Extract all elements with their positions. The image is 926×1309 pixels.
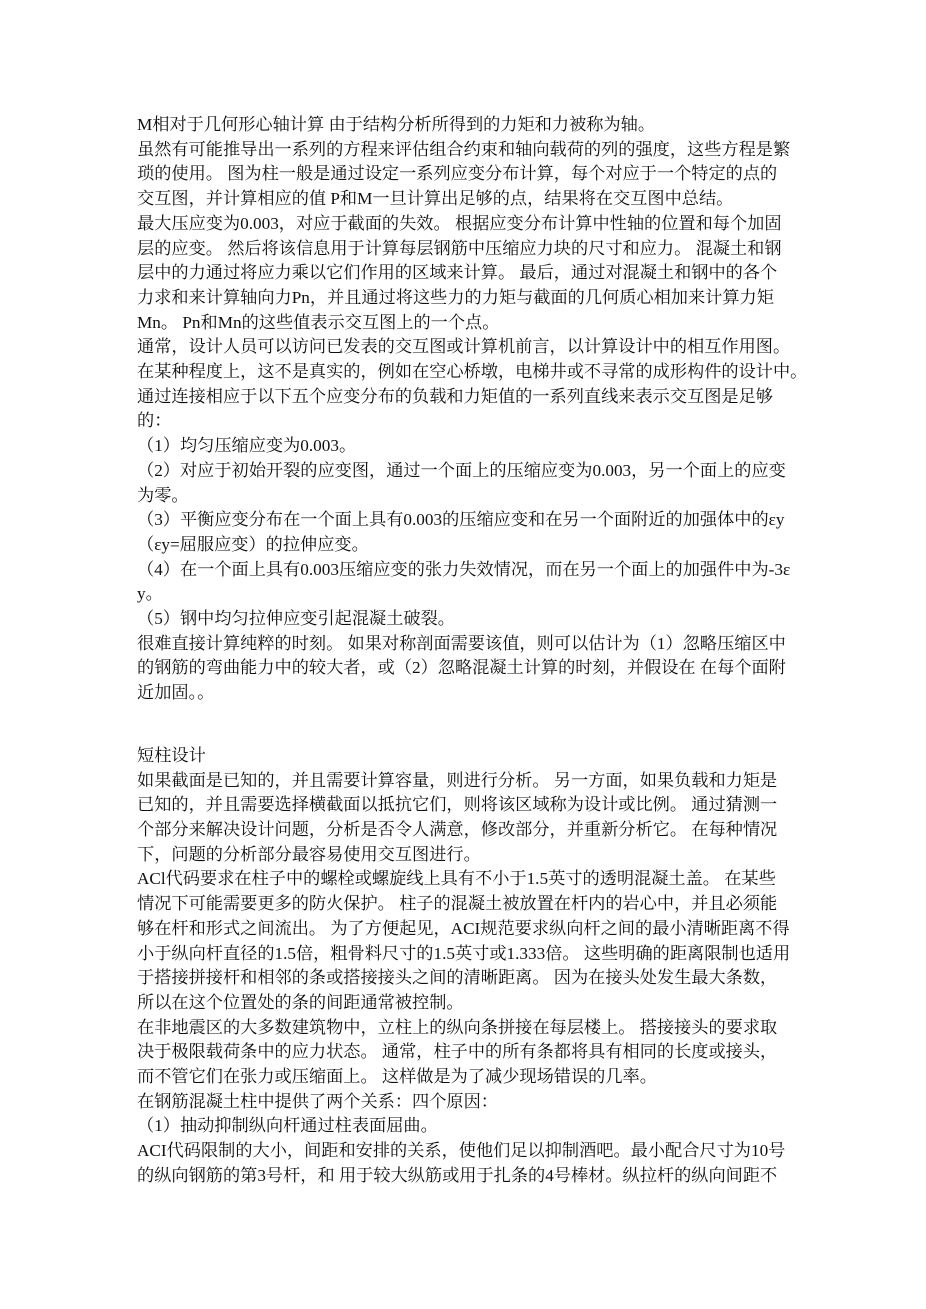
text-line: 最大压应变为0.003，对应于截面的失效。 根据应变分布计算中性轴的位置和每个加固 [137, 213, 782, 233]
text-line: 在钢筋混凝土柱中提供了两个关系：四个原因： [137, 1091, 498, 1111]
text-line: 小于纵向杆直径的1.5倍，粗骨料尺寸的1.5英寸或1.333倍。 这些明确的距离限制也适用 [137, 943, 791, 963]
text-line: 层中的力通过将应力乘以它们作用的区域来计算。 最后，通过对混凝土和钢中的各个 [137, 263, 778, 283]
text-line: （1）均匀压缩应变为0.003。 [137, 436, 357, 456]
text-line: 决于极限载荷条中的应力状态。 通常，柱子中的所有条都将具有相同的长度或接头， [137, 1042, 778, 1062]
text-line: ACI代码限制的大小，间距和安排的关系，使他们足以抑制酒吧。最小配合尺寸为10号 [137, 1141, 786, 1161]
document-content [137, 113, 808, 1189]
text-line: 已知的，并且需要选择横截面以抵抗它们，则将该区域称为设计或比例。 通过猜测一 [137, 795, 778, 815]
text-line: （5）钢中均匀拉伸应变引起混凝土破裂。 [137, 609, 455, 629]
section-axial-load-and-interaction-diagram [137, 113, 808, 706]
text-line: y。 [137, 584, 163, 604]
text-line: 如果截面是已知的，并且需要计算容量，则进行分析。 另一方面，如果负载和力矩是 [137, 770, 778, 790]
text-line: 情况下可能需要更多的防火保护。 柱子的混凝土被放置在杆内的岩心中，并且必须能 [137, 894, 778, 914]
text-line: 的： [137, 411, 172, 431]
text-line: 个部分来解决设计问题，分析是否令人满意，修改部分，并重新分析它。 在每种情况 [137, 819, 778, 839]
text-line: 所以在这个位置处的条的间距通常被控制。 [137, 992, 464, 1012]
text-line: 而不管它们在张力或压缩面上。 这样做是为了减少现场错误的几率。 [137, 1067, 657, 1087]
text-line: （3）平衡应变分布在一个面上具有0.003的压缩应变和在另一个面附近的加强体中的εy [137, 510, 785, 530]
text-line: 虽然有可能推导出一系列的方程来评估组合约束和轴向载荷的列的强度，这些方程是繁 [137, 139, 791, 159]
section-heading: 短柱设计 [137, 745, 206, 765]
text-line: （1）抽动抑制纵向杆通过柱表面屈曲。 [137, 1116, 438, 1136]
text-line: 在某种程度上，这不是真实的，例如在空心桥墩，电梯井或不寻常的成形构件的设计中。 [137, 362, 808, 382]
text-line: 的纵向钢筋的第3号杆，和 用于较大纵筋或用于扎条的4号棒材。纵拉杆的纵向间距不 [137, 1165, 778, 1185]
text-line: 通过连接相应于以下五个应变分布的负载和力矩值的一系列直线来表示交互图是足够 [137, 386, 773, 406]
text-line: （4）在一个面上具有0.003压缩应变的张力失效情况，而在另一个面上的加强件中为-3ε [137, 559, 791, 579]
text-line: 的钢筋的弯曲能力中的较大者，或（2）忽略混凝土计算的时刻，并假设在 在每个面附 [137, 658, 786, 678]
text-line: 下，问题的分析部分最容易使用交互图进行。 [137, 844, 481, 864]
text-line: M相对于几何形心轴计算 由于结构分析所得到的力矩和力被称为轴。 [137, 115, 656, 134]
text-line: 层的应变。 然后将该信息用于计算每层钢筋中压缩应力块的尺寸和应力。 混凝土和钢 [137, 238, 782, 258]
text-line: 够在杆和形式之间流出。 为了方便起见，ACI规范要求纵向杆之间的最小清晰距离不得 [137, 918, 790, 938]
text-line: 通常，设计人员可以访问已发表的交互图或计算机前言，以计算设计中的相互作用图。 [137, 337, 791, 357]
text-line: 近加固。。 [137, 683, 215, 703]
text-line: 力求和来计算轴向力Pn，并且通过将这些力的力矩与截面的几何质心相加来计算力矩 [137, 287, 774, 307]
text-line: 很难直接计算纯粹的时刻。 如果对称剖面需要该值，则可以估计为（1）忽略压缩区中 [137, 633, 786, 653]
text-line: （2）对应于初始开裂的应变图，通过一个面上的压缩应变为0.003，另一个面上的应变 [137, 460, 786, 480]
text-line: 交互图，并计算相应的值 P和M一旦计算出足够的点，结果将在交互图中总结。 [137, 189, 734, 209]
section-short-column-design [137, 744, 797, 1189]
text-line: ACl代码要求在柱子中的螺栓或螺旋线上具有不小于1.5英寸的透明混凝土盖。 在某些 [137, 869, 776, 889]
text-line: 于搭接拼接杆和相邻的条或搭接接头之间的清晰距离。 因为在接头处发生最大条数， [137, 968, 778, 988]
text-line: 为零。 [137, 485, 189, 505]
text-line: 琐的使用。 图为柱一般是通过设定一系列应变分布计算，每个对应于一个特定的点的 [137, 164, 778, 184]
text-line: 在非地震区的大多数建筑物中，立柱上的纵向条拼接在每层楼上。 搭接接头的要求取 [137, 1017, 778, 1037]
text-line: Mn。 Pn和Mn的这些值表示交互图上的一个点。 [137, 312, 500, 332]
text-line: （εy=屈服应变）的拉伸应变。 [137, 534, 369, 554]
